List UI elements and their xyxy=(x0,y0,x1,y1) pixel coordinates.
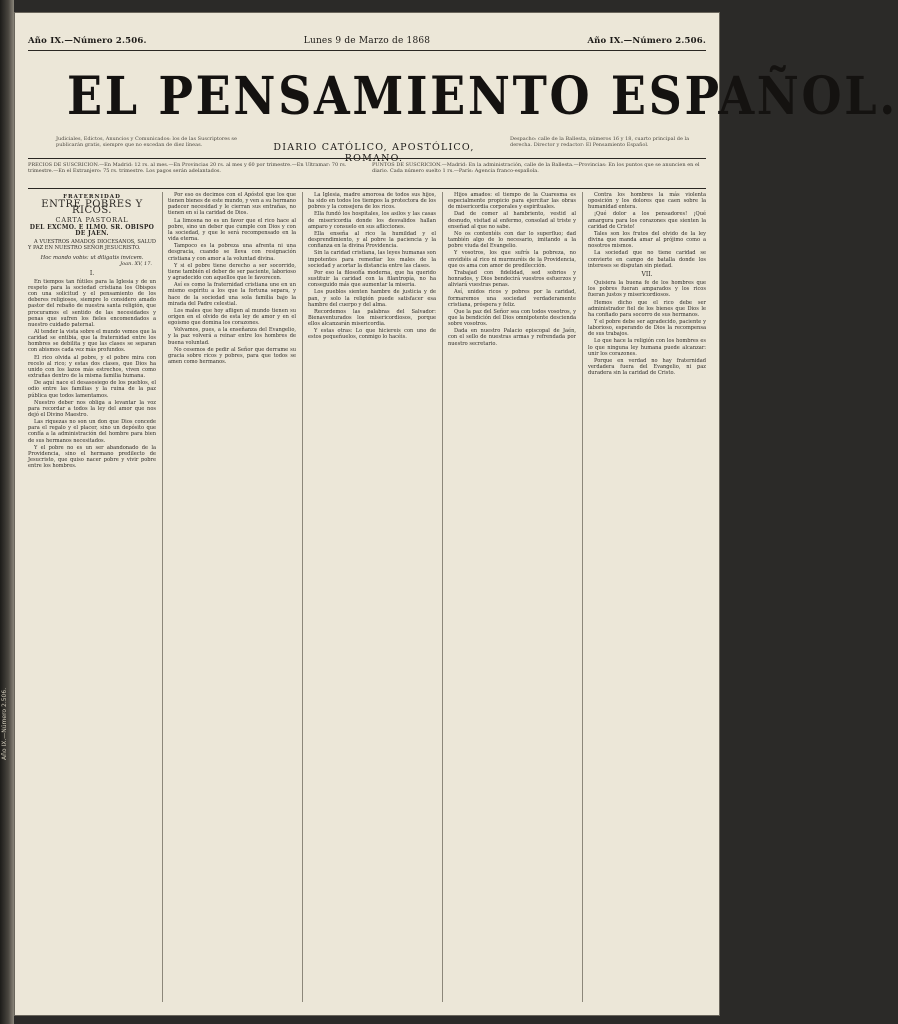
article-type: CARTA PASTORAL xyxy=(55,216,129,225)
paragraph: Sin la caridad cristiana, las leyes humanas son impotentes para remediar los males de la sociedad y acortar la distancia entre las clases. xyxy=(308,250,436,269)
issue-number-left: Año IX.—Número 2.506. xyxy=(28,36,147,46)
column-divider xyxy=(302,192,303,1002)
column-1-body xyxy=(28,239,156,251)
paragraph: Tampoco es la pobreza una afrenta ni una desgracia, cuando se lleva con resignación cristiana y con amor a la voluntad divina. xyxy=(168,243,296,262)
newspaper-subtitle: DIARIO CATÓLICO, APOSTÓLICO, ROMANO. xyxy=(273,142,475,164)
paragraph: El rico olvida al pobre, y el pobre mira con recelo al rico; y estas dos clases, que Dios ha unido con los lazos más estrechos, viven como extrañas dentro de la misma familia humana. xyxy=(28,354,156,380)
top-rule xyxy=(28,50,706,51)
paragraph: La sociedad que no tiene caridad se convierte en campo de batalla donde los intereses se disputan sin piedad. xyxy=(588,250,706,269)
paragraph: Tales son los frutos del olvido de la ley divina que manda amar al prójimo como a nosotros mismos. xyxy=(588,230,706,250)
dateline xyxy=(28,34,706,48)
article-author: DEL EXCMO. E ILMO. SR. OBISPO DE JAEN. xyxy=(29,223,155,237)
issue-date: Lunes 9 de Marzo de 1868 xyxy=(303,36,431,46)
notice-right: Despacho: calle de la Ballesta, números 16 y 18, cuarto principal de la derecha. Director y redactor: El Pensamiento Español. xyxy=(510,136,690,148)
paragraph: Y si el pobre tiene derecho a ser socorrido, tiene también el deber de ser paciente, laborioso y agradecido con aquellos que le favorecen. xyxy=(168,262,296,282)
paragraph: Trabajad con fidelidad, sed sobrios y honrados, y Dios bendecirá vuestros esfuerzos y aliviará vuestras penas. xyxy=(448,269,576,289)
paragraph: Contra los hombres la más violenta oposición y los dolores que caen sobre la humanidad entera. xyxy=(588,192,706,211)
paragraph: Los males que hoy afligen al mundo tienen su origen en el olvido de esta ley de amor y en el egoísmo que domina los corazones. xyxy=(168,307,296,327)
subscription-points: PUNTOS DE SUSCRICION.—Madrid: En la administración, calle de la Ballesta.—Provincias: En los puntos que se anuncien en el diario. Cada número suelto 1 rs.—París: Agencia franco-española. xyxy=(372,162,700,174)
paragraph: Hijos amados: el tiempo de la Cuaresma es especialmente propicio para ejercitar las obras de misericordia corporales y espirituales. xyxy=(448,192,576,211)
paragraph: Hemos dicho que el rico debe ser administrador fiel de los bienes que Dios le ha confiado para socorro de sus hermanos. xyxy=(588,299,706,318)
subscription-prices: PRECIOS DE SUSCRICION.—En Madrid: 12 rs. al mes.—En Provincias 20 rs. al mes y 60 por trimestre.—En Ultramar: 70 rs. trimestre.—En el Extranjero: 75 rs. trimestre. Los pagos serán adelantados. xyxy=(28,162,347,174)
paragraph: Quisiera la buena fe de los hombres que los pobres fueran amparados y los ricos fueran justos y misericordiosos. xyxy=(588,280,706,299)
paragraph: Los pueblos sienten hambre de justicia y de pan, y solo la religión puede satisfacer esa hambre del cuerpo y del alma. xyxy=(308,289,436,308)
column-divider xyxy=(162,192,163,1002)
paragraph: Lo que hace la religión con los hombres es lo que ninguna ley humana puede alcanzar: unir los corazones. xyxy=(588,338,706,357)
paragraph: Por eso os decimos con el Apóstol que los que tienen bienes de este mundo, y ven a su hermano padecer necesidad y le cierran sus entrañas, no tienen en sí la caridad de Dios. xyxy=(168,192,296,217)
column-5 xyxy=(588,192,706,1006)
column-1 xyxy=(28,192,156,1006)
section-number: I. xyxy=(89,269,95,277)
paragraph: Que la paz del Señor sea con todos vosotros, y que la bendición del Dios omnipotente descienda sobre vosotros. xyxy=(448,308,576,328)
paragraph: De aquí nace el desasosiego de los pueblos, el odio entre las familias y la ruina de la paz pública que todos lamentamos. xyxy=(28,380,156,399)
paragraph: A VUESTROS AMADOS DIOCESANOS, SALUD Y PAZ EN NUESTRO SEÑOR JESUCRISTO. xyxy=(28,238,156,252)
paragraph: No cesemos de pedir al Señor que derrame su gracia sobre ricos y pobres, para que todos se amen como hermanos. xyxy=(168,346,296,366)
column-3 xyxy=(308,192,436,1006)
newspaper-title: EL PENSAMIENTO ESPAÑOL. xyxy=(66,66,898,127)
paragraph: Ella fundó los hospitales, los asilos y las casas de misericordia donde los desvalidos hallan amparo y consuelo en sus aflicciones. xyxy=(308,211,436,230)
paragraph: La limosna no es un favor que el rico hace al pobre, sino un deber que cumple con Dios y con la sociedad, y que le será recompensado en la vida eterna. xyxy=(168,217,296,243)
section-number: VII. xyxy=(641,270,653,278)
epigraph: Hoc mando vobis: ut diligatis invicem. xyxy=(40,255,144,262)
column-divider xyxy=(442,192,443,1002)
notice-left: Judiciales, Edictos, Anuncios y Comunicados: los de las Suscriptores se publicarán gratis, siempre que no excedan de diez líneas. xyxy=(56,136,237,148)
paragraph: La Iglesia, madre amorosa de todos sus hijos, ha sido en todos los tiempos la protectora de los pobres y la consejera de los ricos. xyxy=(308,192,436,211)
newspaper-page xyxy=(14,12,898,1016)
paragraph: Recordemos las palabras del Salvador: Bienaventurados los misericordiosos, porque ellos alcanzarán misericordia. xyxy=(308,308,436,328)
paragraph: Al tender la vista sobre el mundo vemos que la caridad se entibia, que la fraternidad entre los hombres se debilita y que las clases se separan con abismos cada vez más profundos. xyxy=(28,328,156,354)
masthead-rule xyxy=(28,158,706,159)
column-4 xyxy=(448,192,576,1006)
paragraph: Nuestro deber nos obliga a levantar la voz para recordar a todos la ley del amor que nos dejó el Divino Maestro. xyxy=(28,399,156,418)
paragraph: Así, unidos ricos y pobres por la caridad, formaremos una sociedad verdaderamente cristiana, próspera y feliz. xyxy=(448,289,576,308)
spine-label: Año IX.—Número 2.506. xyxy=(1,687,8,760)
paragraph: Las riquezas no son un don que Dios concede para el regalo y el placer, sino un depósito que confía a la administración del hombre para bien de sus hermanos necesitados. xyxy=(28,419,156,444)
paragraph: Porque en verdad no hay fraternidad verdadera fuera del Evangelio, ni paz duradera sin la caridad de Cristo. xyxy=(588,357,706,377)
article-kicker: FRATERNIDAD xyxy=(63,194,121,200)
paragraph: Y vosotros, los que sufrís la pobreza, no envidiéis al rico ni murmuréis de la Providencia, que os ama con amor de predilección. xyxy=(448,250,576,269)
paragraph: Volvamos, pues, a la enseñanza del Evangelio, y la paz volverá a reinar entre los hombres de buena voluntad. xyxy=(168,327,296,346)
terms-rule xyxy=(28,188,706,189)
column-divider xyxy=(582,192,583,1002)
issue-number-right: Año IX.—Número 2.506. xyxy=(587,36,706,46)
subscription-terms xyxy=(28,162,706,186)
paragraph: Dad de comer al hambriento, vestid al desnudo, visitad al enfermo, consolad al triste y enseñad al que no sabe. xyxy=(448,211,576,230)
paragraph: En tiempos tan fútiles para la Iglesia y de un respeto para la sociedad cristiana los Obispos con una solicitud y el pensamiento de los deberes religiosos, siempre lo considero amado pastor del rebaño de nuestra santa religión, que procuramos el sentido de las necesidades y penas que sufren los fieles encomendados a nuestro cuidado paternal. xyxy=(28,278,156,328)
article-title: ENTRE POBRES Y RICOS. xyxy=(41,199,143,217)
paragraph: Y el pobre no es un ser abandonado de la Providencia, sino el hermano predilecto de Jesucristo, que quiso nacer pobre y vivir pobre entre los hombres. xyxy=(28,444,156,470)
column-2 xyxy=(168,192,296,1006)
paragraph: Dada en nuestro Palacio episcopal de Jaén, con el sello de nuestras armas y refrendada por nuestro secretario. xyxy=(448,328,576,347)
paragraph: Y estas otras: Lo que hiciereis con uno de estos pequeñuelos, conmigo lo hacéis. xyxy=(308,328,436,341)
paragraph: Por eso la filosofía moderna, que ha querido sustituir la caridad con la filantropía, no ha conseguido más que aumentar la miseria. xyxy=(308,269,436,289)
book-spine xyxy=(0,0,14,1024)
paragraph: Así es como la fraternidad cristiana une en un mismo espíritu a los que la fortuna separa, y hace de la sociedad una sola familia bajo la mirada del Padre celestial. xyxy=(168,282,296,307)
epigraph-citation: Joan. XV, 17. xyxy=(120,261,152,268)
paragraph: Y el pobre debe ser agradecido, paciente y laborioso, esperando de Dios la recompensa de sus trabajos. xyxy=(588,318,706,338)
paragraph: Ella enseña al rico la humildad y el desprendimiento, y al pobre la paciencia y la confianza en la divina Providencia. xyxy=(308,230,436,250)
paragraph: No os contentéis con dar lo superfluo; dad también algo de lo necesario, imitando a la pobre viuda del Evangelio. xyxy=(448,230,576,250)
paragraph: ¡Qué dolor a los pensadores! ¡Qué amargura para los corazones que sienten la caridad de Cristo! xyxy=(588,211,706,230)
